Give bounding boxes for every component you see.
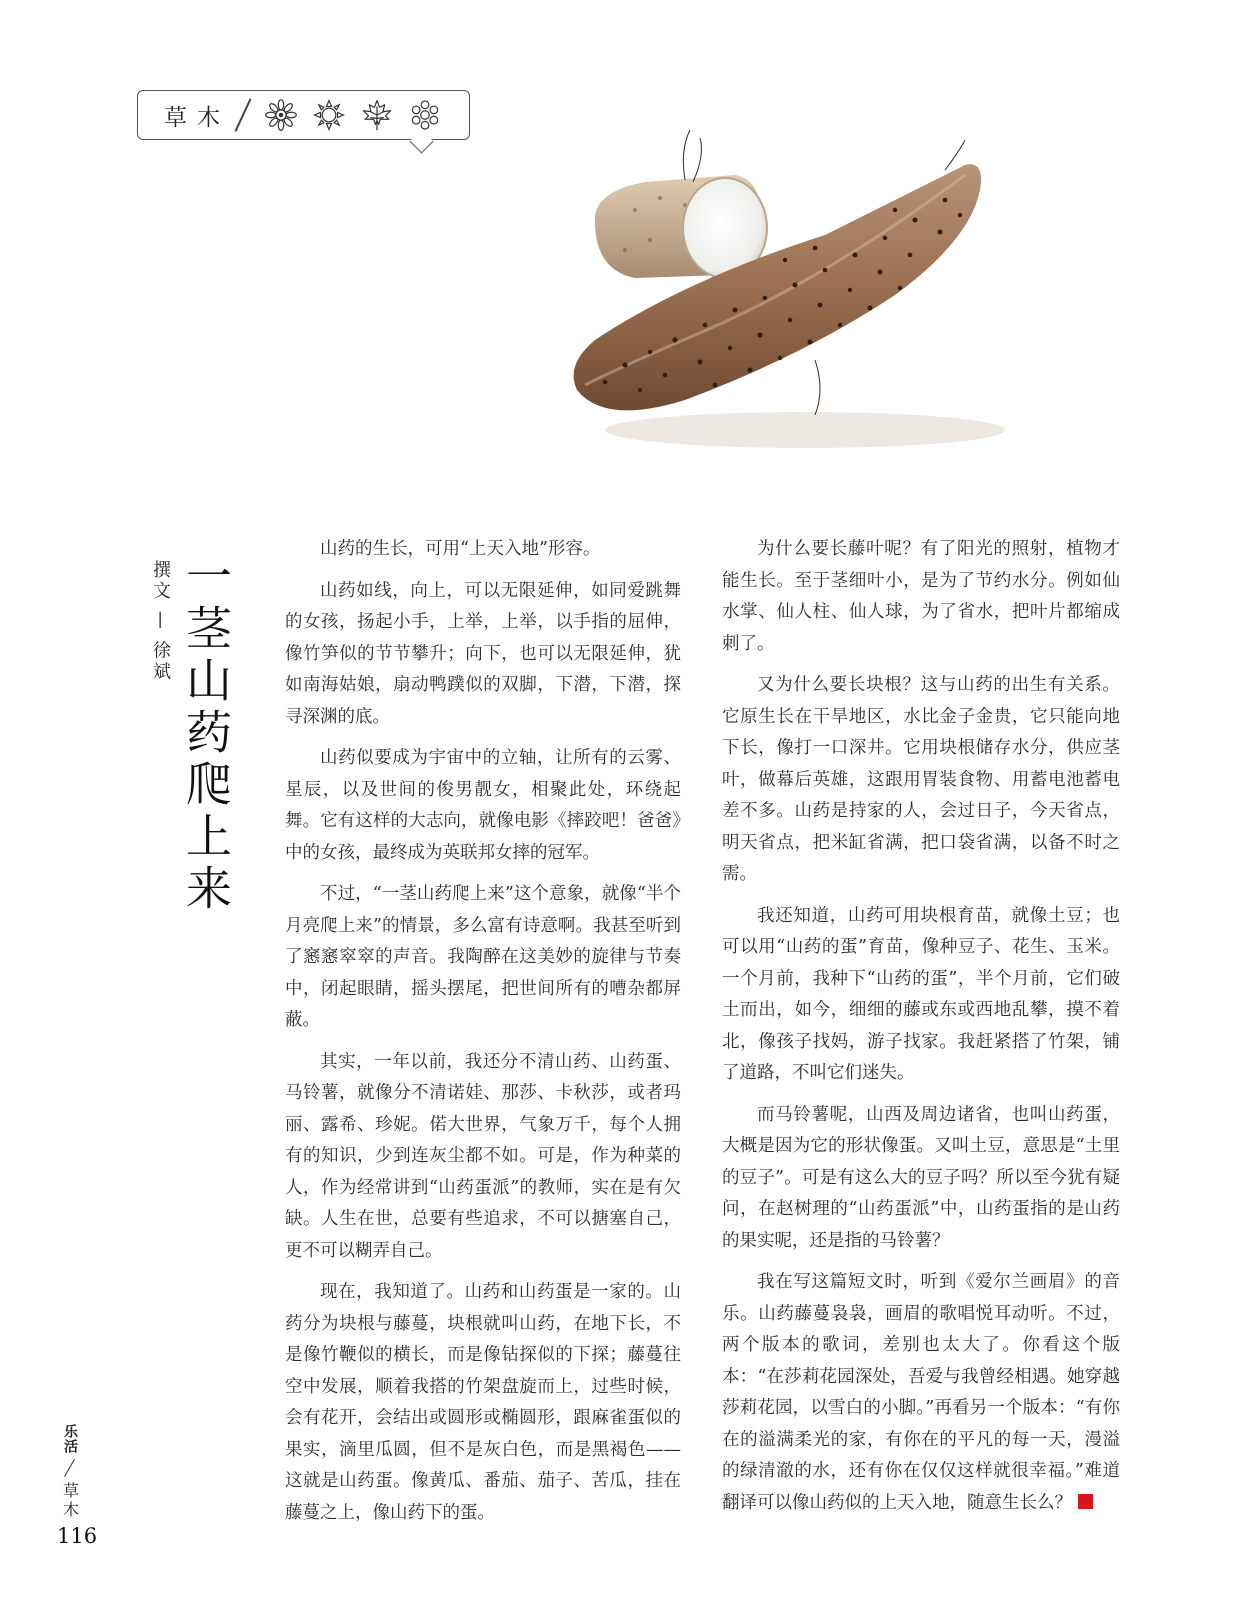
yam-photo <box>565 120 1025 490</box>
paragraph: 现在，我知道了。山药和山药蛋是一家的。山药分为块根与藤蔓，块根就叫山药，在地下长，不是像竹鞭似的横长，而是像钻探似的下探；藤蔓往空中发展，顺着我搭的竹架盘旋而上，过些时候，会有花开，会结出或圆形或椭圆形，跟麻雀蛋似的果实，滴里瓜圆，但不是灰白色，而是黑褐色——这就是山药蛋。像黄瓜、番茄、茄子、苦瓜，挂在藤蔓之上，像山药下的蛋。 <box>285 1282 681 1523</box>
paragraph: 山药如线，向上，可以无限延伸，如同爱跳舞的女孩，扬起小手，上举，上举，以手指的屈伸，像竹笋似的节节攀升；向下，也可以无限延伸，犹如南海姑娘，扇动鸭蹼似的双脚，下潜，下潜，探寻深渊的底。 <box>285 580 681 727</box>
paragraph: 我还知道，山药可用块根育苗，就像土豆；也可以用“山药的蛋”育苗，像种豆子、花生、玉米。一个月前，我种下“山药的蛋”，半个月前，它们破土而出，如今，细细的藤或东或西地乱攀，摸不着北，像孩子找妈，游子找家。我赶紧搭了竹架，铺了道路，不叫它们迷失。 <box>722 905 1120 1083</box>
season-icons <box>264 98 442 132</box>
paragraph-text: 我在写这篇短文时，听到《爱尔兰画眉》的音乐。山药藤蔓袅袅，画眉的歌唱悦耳动听。不过，两个版本的歌词，差别也太大了。你看这个版本：“在莎莉花园深处，吾爱与我曾经相遇。她穿越莎莉花园，以雪白的小脚。”再看另一个版本：“有你在的溢满柔光的家，有你在的平凡的每一天，漫溢的绿清澈的水，还有你在仅仅这样就很幸福。”难道翻译可以像山药似的上天入地，随意生长么？ <box>722 1272 1120 1513</box>
tag-pointer <box>409 129 433 153</box>
page-number: 116 <box>57 1524 98 1548</box>
paragraph: 不过，“一茎山药爬上来”这个意象，就像“半个月亮爬上来”的情景，多么富有诗意啊。我甚至听到了窸窸窣窣的声音。我陶醉在这美妙的旋律与节奏中，闭起眼睛，摇头摆尾，把世间所有的嘈杂都屏蔽。 <box>285 884 681 1030</box>
right-column <box>722 534 1120 1529</box>
paragraph: 山药似要成为宇宙中的立轴，让所有的云雾、星辰，以及世间的俊男靓女，相聚此处，环绕起舞。它有这样的大志向，就像电影《摔跤吧！爸爸》中的女孩，最终成为英联邦女摔的冠军。 <box>285 748 681 863</box>
magazine-name: 乐活 <box>62 1424 78 1454</box>
byline: 撰文 — 徐斌 <box>150 560 171 683</box>
paragraph: 又为什么要长块根？这与山药的出生有关系。它原生长在干旱地区，水比金子金贵，它只能向地下长，像打一口深井。它用块根储存水分，供应茎叶，做幕后英雄，这跟用胃装食物、用蓄电池蓄电差不多。山药是持家的人，会过日子，今天省点，明天省点，把米缸省满，把口袋省满，以备不时之需。 <box>722 675 1120 884</box>
maple-leaf-icon <box>360 98 394 132</box>
paragraph: 其实，一年以前，我还分不清山药、山药蛋、马铃薯，就像分不清诺娃、那莎、卡秋莎，或者玛丽、露希、珍妮。偌大世界，气象万千，每个人拥有的知识，少到连灰尘都不如。可是，作为种菜的人，作为经常讲到“山药蛋派”的教师，实在是有欠缺。人生在世，总要有些追求，不可以搪塞自己，更不可以糊弄自己。 <box>285 1051 681 1261</box>
left-column <box>285 534 681 1539</box>
tag-divider <box>234 98 251 131</box>
end-mark <box>1078 1494 1093 1509</box>
paragraph: 山药的生长，可用“上天入地”形容。 <box>320 539 601 559</box>
snowflake-icon <box>408 98 442 132</box>
footer-divider <box>64 1459 75 1477</box>
article-title: 一茎山药爬上来 <box>179 552 233 916</box>
paragraph: 为什么要长藤叶呢？有了阳光的照射，植物才能生长。至于茎细叶小，是为了节约水分。例如仙水掌、仙人柱、仙人球，为了省水，把叶片都缩成刺了。 <box>722 539 1120 654</box>
section-tag <box>137 90 470 140</box>
last-paragraph <box>722 1267 1120 1519</box>
paragraph: 而马铃薯呢，山西及周边诸省，也叫山药蛋，大概是因为它的形状像蛋。又叫土豆，意思是“土里的豆子”。可是有这么大的豆子吗？所以至今犹有疑问，在赵树理的“山药蛋派”中，山药蛋指的是山药的果实呢，还是指的马铃薯？ <box>722 1104 1120 1251</box>
section-label: 草木 <box>164 104 230 131</box>
footer-section-name: 草木 <box>60 1482 80 1520</box>
sunflower-icon <box>264 98 298 132</box>
footer-section <box>60 1424 80 1520</box>
sun-icon <box>312 98 346 132</box>
